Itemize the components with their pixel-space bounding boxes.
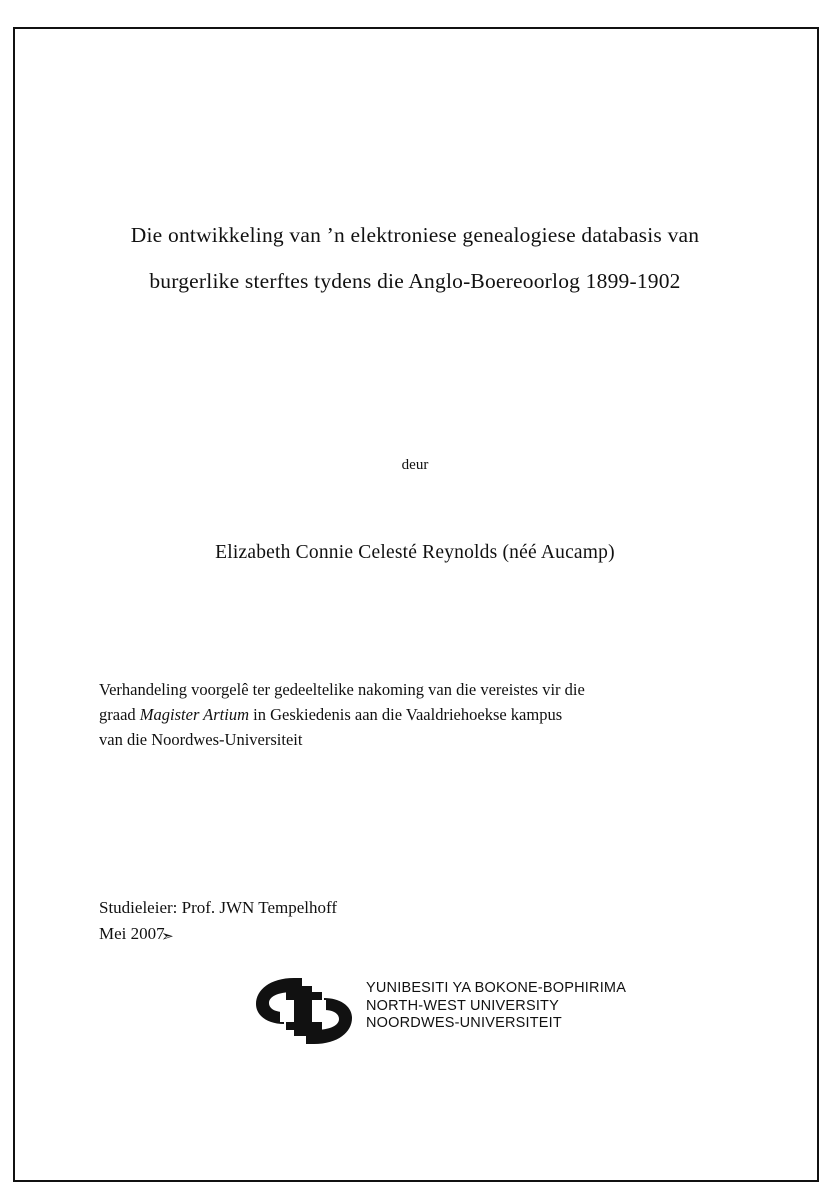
degree-statement-line-2-pre: graad bbox=[99, 705, 140, 724]
by-word: deur bbox=[401, 457, 429, 473]
degree-statement bbox=[99, 677, 730, 752]
date-line-wrapper bbox=[99, 921, 174, 947]
logo-text-line-1: YUNIBESITI YA BOKONE-BOPHIRIMA bbox=[366, 980, 627, 996]
logo-text-line-2: NORTH-WEST UNIVERSITY bbox=[366, 997, 559, 1014]
title-line-1: Die ontwikkeling van ’n elektroniese genealogiese databasis van bbox=[130, 223, 700, 247]
degree-name-italic: Magister Artium bbox=[139, 705, 250, 724]
title-line-2: burgerlike sterftes tydens die Anglo-Boereoorlog 1899-1902 bbox=[149, 269, 681, 293]
nwu-logo-mark-icon bbox=[250, 974, 358, 1048]
handwritten-tick-mark: ➣ bbox=[161, 929, 174, 945]
title-page-content bbox=[90, 27, 740, 1182]
logo-text bbox=[366, 980, 626, 1033]
logo-text-line-3: NOORDWES-UNIVERSITEIT bbox=[366, 1015, 562, 1031]
supervisor-block bbox=[99, 895, 599, 947]
degree-statement-line-2 bbox=[99, 702, 730, 727]
university-logo bbox=[250, 972, 627, 1050]
thesis-title bbox=[90, 212, 740, 304]
degree-statement-line-1: Verhandeling voorgelê ter gedeeltelike nakoming van die vereistes vir die bbox=[99, 680, 585, 699]
supervisor-line: Studieleier: Prof. JWN Tempelhoff bbox=[99, 898, 338, 917]
date-line: Mei 2007 bbox=[99, 924, 165, 943]
author-name: Elizabeth Connie Celesté Reynolds (néé Aucamp) bbox=[215, 542, 615, 563]
degree-statement-line-3: van die Noordwes-Universiteit bbox=[99, 730, 303, 749]
degree-statement-line-2-post: in Geskiedenis aan die Vaaldriehoekse kampus bbox=[249, 705, 563, 724]
